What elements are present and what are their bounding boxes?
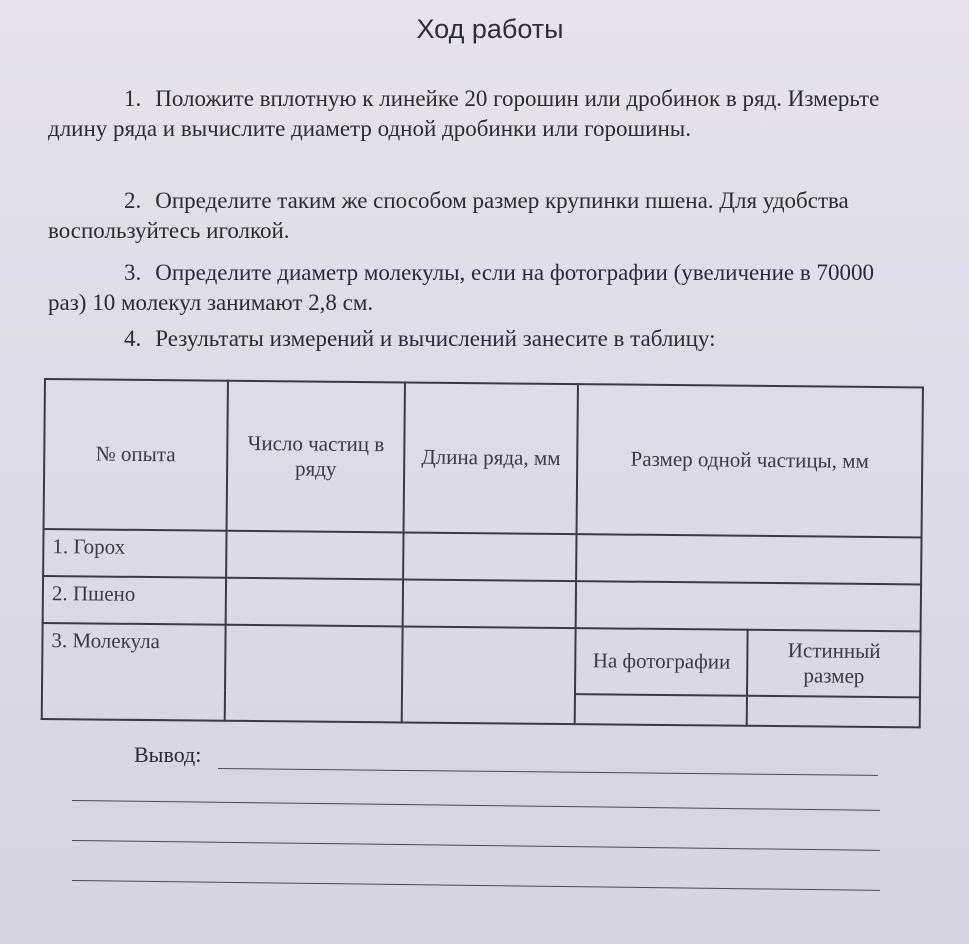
header-particle-size: Размер одной частицы, мм xyxy=(576,384,922,537)
conclusion-line[interactable] xyxy=(218,768,878,776)
results-table xyxy=(41,378,924,728)
conclusion-line[interactable] xyxy=(72,800,880,811)
table-row xyxy=(43,576,921,631)
cell-millet-length[interactable] xyxy=(403,579,576,628)
page-title: Ход работы xyxy=(416,14,564,44)
instruction-text: Результаты измерений и вычислений занесите в таблицу: xyxy=(155,326,716,351)
cell-molecule-true-size[interactable] xyxy=(747,696,920,728)
instruction-text: Положите вплотную к линейке 20 горошин или дробинок в ряд. Измерьте длину ряда и вычислите диаметр одной дробинки или горошины. xyxy=(48,86,880,141)
conclusion-label: Вывод: xyxy=(134,742,202,767)
cell-molecule-photo-size[interactable] xyxy=(575,694,748,726)
subheader-true-size: Истинный размер xyxy=(747,630,920,698)
row-label-peas: 1. Горох xyxy=(43,529,226,578)
table-row xyxy=(43,529,921,584)
instruction-number: 3. xyxy=(124,260,142,285)
subheader-on-photo: На фотографии xyxy=(575,628,748,696)
instruction-number: 2. xyxy=(124,188,142,213)
cell-millet-size[interactable] xyxy=(576,581,921,631)
cell-molecule-count[interactable] xyxy=(224,624,403,722)
header-particle-count: Число частиц в ряду xyxy=(226,381,405,532)
cell-millet-count[interactable] xyxy=(225,577,403,626)
instruction-text: Определите таким же способом размер крупинки пшена. Для удобства воспользуйтесь иголкой. xyxy=(48,188,849,243)
cell-molecule-length[interactable] xyxy=(402,626,575,724)
cell-peas-size[interactable] xyxy=(576,534,921,584)
table-row xyxy=(42,623,921,698)
header-row-length: Длина ряда, мм xyxy=(404,382,578,533)
instruction-number: 1. xyxy=(124,86,142,111)
table-header-row xyxy=(44,379,923,537)
instruction-text: Определите диаметр молекулы, если на фотографии (увеличение в 70000 раз) 10 молекул занимают 2,8 см. xyxy=(48,260,874,315)
instruction-number: 4. xyxy=(124,326,142,351)
cell-peas-count[interactable] xyxy=(226,530,404,579)
row-label-millet: 2. Пшено xyxy=(43,576,226,625)
instruction-4 xyxy=(48,324,918,354)
conclusion-line[interactable] xyxy=(72,880,880,891)
cell-peas-length[interactable] xyxy=(404,532,577,581)
instruction-1 xyxy=(48,84,918,144)
instruction-3 xyxy=(48,258,918,318)
row-label-molecule: 3. Молекула xyxy=(42,623,226,721)
header-experiment: № опыта xyxy=(44,379,228,530)
instruction-2 xyxy=(48,186,918,246)
conclusion-line[interactable] xyxy=(72,840,880,851)
